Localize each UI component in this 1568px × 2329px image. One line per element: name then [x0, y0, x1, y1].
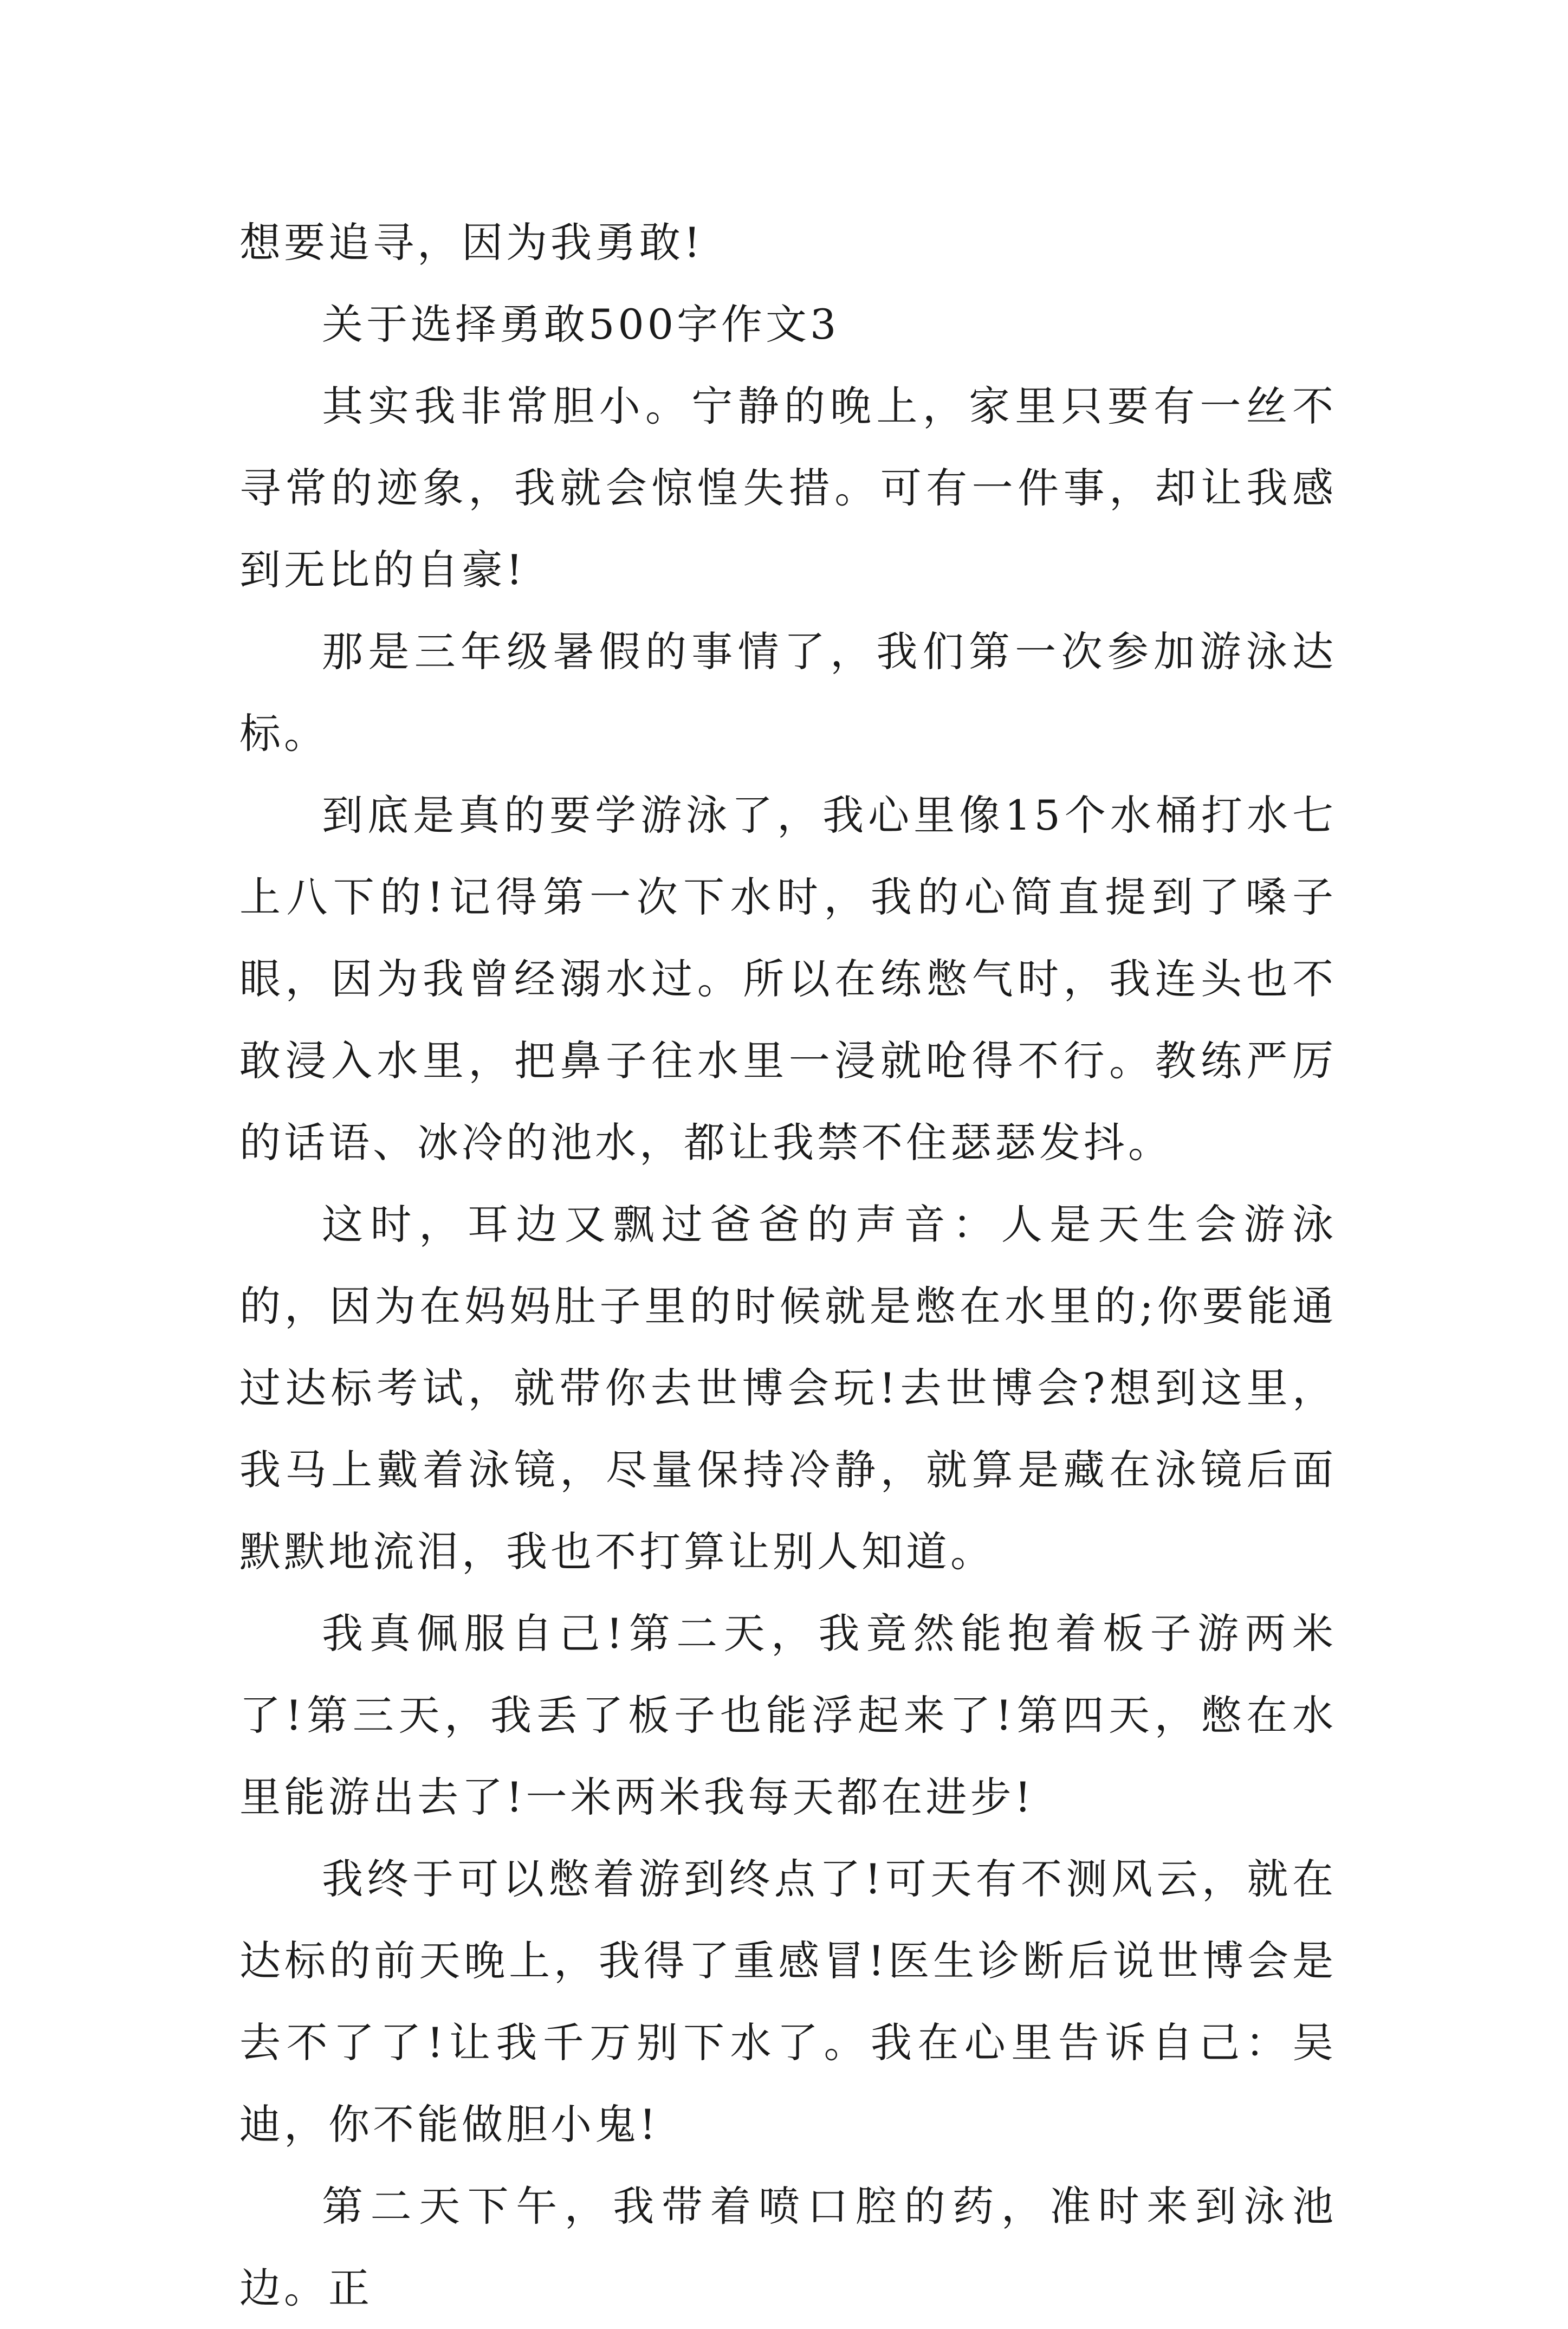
paragraph: 我终于可以憋着游到终点了!可天有不测风云，就在达标的前天晚上，我得了重感冒!医生诊断后说世博会是去不了了!让我千万别下水了。我在心里告诉自己：吴迪，你不能做胆小鬼! [239, 1855, 1337, 2149]
paragraph: 其实我非常胆小。宁静的晚上，家里只要有一丝不寻常的迹象，我就会惊惶失措。可有一件事，却让我感到无比的自豪! [239, 382, 1337, 594]
paragraph: 我真佩服自己!第二天，我竟然能抱着板子游两米了!第三天，我丢了板子也能浮起来了!第四天，憋在水里能游出去了!一米两米我每天都在进步! [239, 1609, 1337, 1821]
paragraph: 那是三年级暑假的事情了，我们第一次参加游泳达标。 [239, 627, 1337, 758]
paragraph: 到底是真的要学游泳了，我心里像15个水桶打水七上八下的!记得第一次下水时，我的心简直提到了嗓子眼，因为我曾经溺水过。所以在练憋气时，我连头也不敢浸入水里，把鼻子往水里一浸就呛得不行。教练严厉的话语、冰冷的池水，都让我禁不住瑟瑟发抖。 [239, 791, 1337, 1167]
essay-title: 关于选择勇敢500字作文3 [322, 300, 840, 348]
paragraph-continuation: 想要追寻，因为我勇敢! [239, 218, 704, 267]
essay-body [239, 202, 1337, 2329]
paragraph: 第二天下午，我带着喷口腔的药，准时来到泳池边。正 [239, 2182, 1337, 2312]
paragraph: 这时，耳边又飘过爸爸的声音：人是天生会游泳的，因为在妈妈肚子里的时候就是憋在水里的;你要能通过达标考试，就带你去世博会玩!去世博会?想到这里，我马上戴着泳镜，尽量保持冷静，就算是藏在泳镜后面默默地流泪，我也不打算让别人知道。 [239, 1200, 1337, 1576]
